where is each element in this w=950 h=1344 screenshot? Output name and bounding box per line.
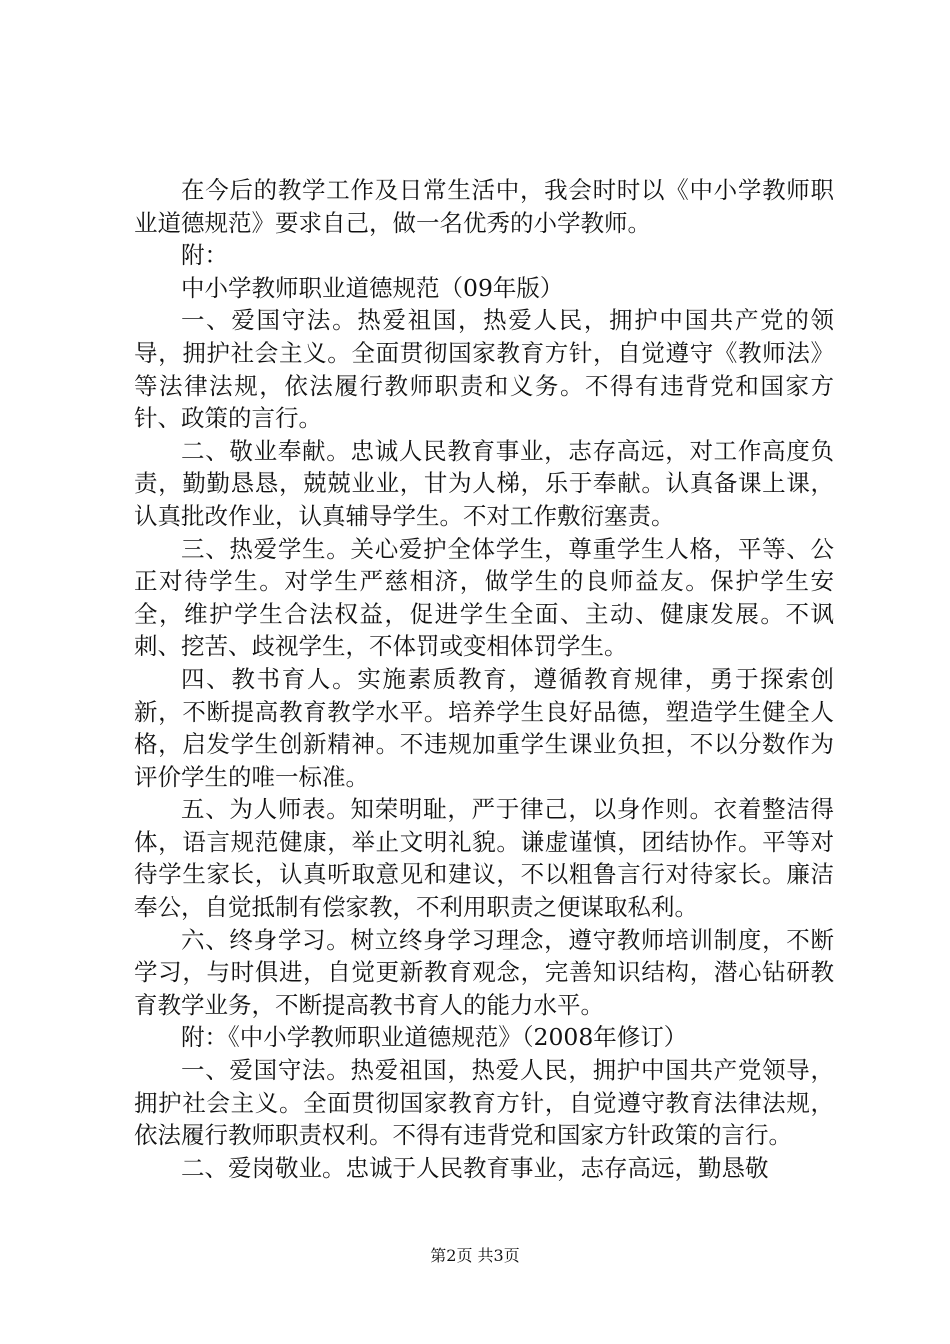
paragraph-intro: 在今后的教学工作及日常生活中，我会时时以《中小学教师职业道德规范》要求自己，做一名优秀的小学教师。	[134, 176, 834, 237]
paragraph-article-1: 一、爱国守法。热爱祖国，热爱人民，拥护中国共产党的领导，拥护社会主义。全面贯彻国家教育方针，自觉遵守《教师法》等法律法规，依法履行教师职责和义务。不得有违背党和国家方针、政策的言行。	[134, 306, 834, 433]
paragraph-article-2: 二、敬业奉献。忠诚人民教育事业，志存高远，对工作高度负责，勤勤恳恳，兢兢业业，甘为人梯，乐于奉献。认真备课上课，认真批改作业，认真辅导学生。不对工作敷衍塞责。	[134, 436, 834, 530]
paragraph-article-5: 五、为人师表。知荣明耻，严于律己，以身作则。衣着整洁得体，语言规范健康，举止文明礼貌。谦虚谨慎，团结协作。平等对待学生家长，认真听取意见和建议，不以粗鲁言行对待家长。廉洁奉公，自觉抵制有偿家教，不利用职责之便谋取私利。	[134, 795, 834, 922]
paragraph-appendix-2008-title: 附：《中小学教师职业道德规范》（2008年修订）	[181, 1023, 688, 1052]
paragraph-article-3: 三、热爱学生。关心爱护全体学生，尊重学生人格，平等、公正对待学生。对学生严慈相济，做学生的良师益友。保护学生安全，维护学生合法权益，促进学生全面、主动、健康发展。不讽刺、挖苦、歧视学生，不体罚或变相体罚学生。	[134, 534, 834, 661]
page-number-footer: 第2页 共3页	[430, 1246, 520, 1265]
paragraph-article-4: 四、教书育人。实施素质教育，遵循教育规律，勇于探索创新，不断提高教育教学水平。培养学生良好品德，塑造学生健全人格，启发学生创新精神。不违规加重学生课业负担，不以分数作为评价学生的唯一标准。	[134, 664, 834, 791]
paragraph-appendix-title: 中小学教师职业道德规范（09年版）	[181, 273, 564, 302]
paragraph-appendix-label: 附：	[181, 241, 228, 270]
paragraph-article-6: 六、终身学习。树立终身学习理念，遵守教师培训制度，不断学习，与时俱进，自觉更新教育观念，完善知识结构，潜心钻研教育教学业务，不断提高教书育人的能力水平。	[134, 925, 834, 1019]
document-body	[134, 174, 834, 1184]
paragraph-2008-article-2: 二、爱岗敬业。忠诚于人民教育事业，志存高远，勤恳敬	[181, 1153, 769, 1182]
paragraph-2008-article-1: 一、爱国守法。热爱祖国，热爱人民，拥护中国共产党领导，拥护社会主义。全面贯彻国家教育方针，自觉遵守教育法律法规，依法履行教师职责权利。不得有违背党和国家方针政策的言行。	[134, 1056, 834, 1150]
